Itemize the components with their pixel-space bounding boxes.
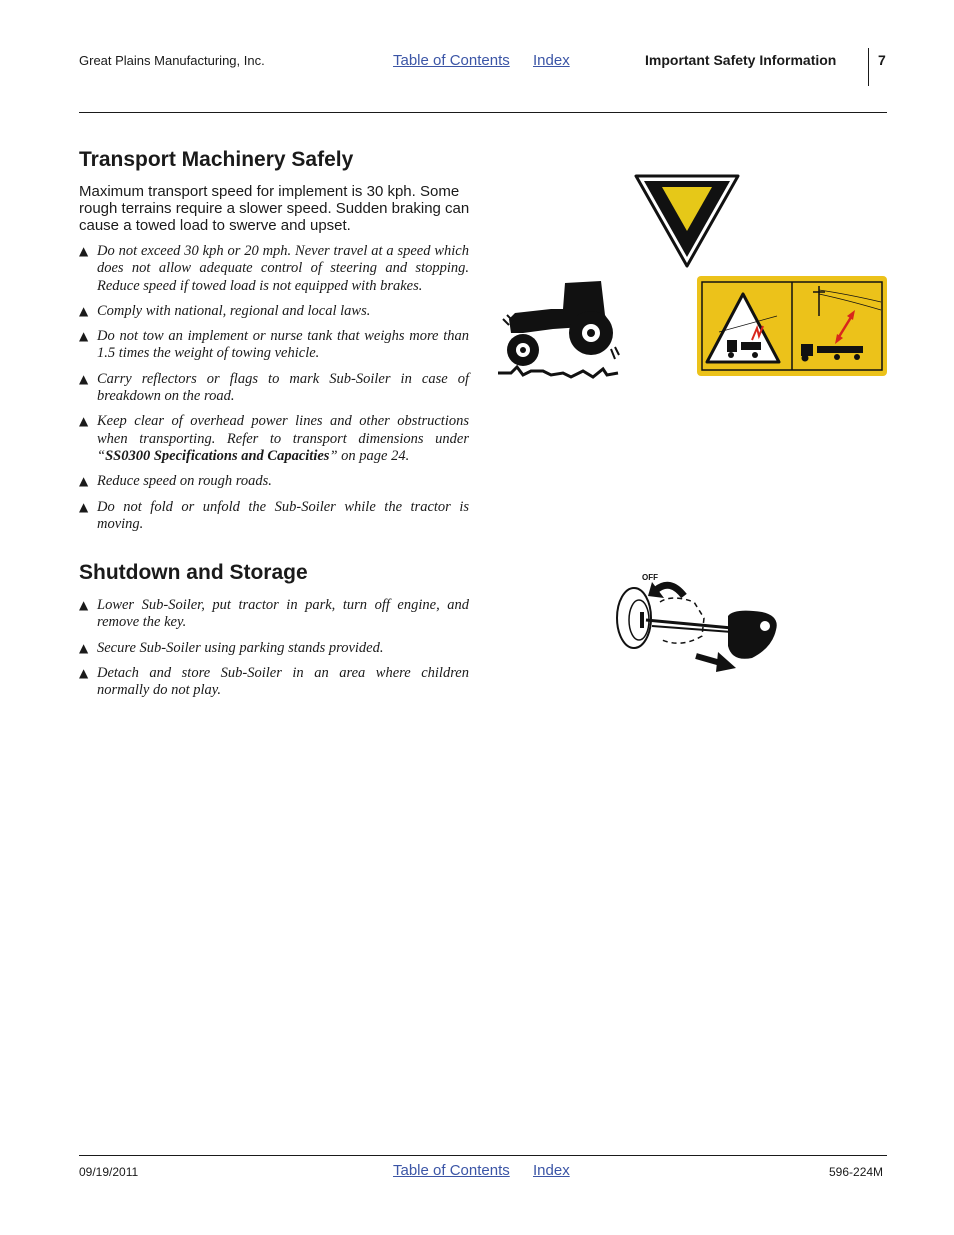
bullet-triangle-icon: ▲ <box>79 665 89 680</box>
section-title: Important Safety Information <box>645 52 837 68</box>
key-off-label: OFF <box>642 573 658 582</box>
ignition-key-icon <box>612 568 782 678</box>
bullet-triangle-icon: ▲ <box>79 414 89 429</box>
yield-sign-icon <box>634 173 740 269</box>
list-item: ▲ Do not exceed 30 kph or 20 mph. Never travel at a speed which does not allow adequate control of steering and stopping. Reduce speed if towed load is not equipped with brakes. <box>79 243 469 294</box>
list-item: ▲ Detach and store Sub-Soiler in an area where children normally do not play. <box>79 664 469 699</box>
list-item: ▲ Lower Sub-Soiler, put tractor in park, turn off engine, and remove the key. <box>79 597 469 631</box>
bullet-triangle-icon: ▲ <box>79 329 89 344</box>
header-rule <box>79 112 887 113</box>
list-item: ▲ Do not tow an implement or nurse tank that weighs more than 1.5 times the weight of towing vehicle. <box>79 328 469 362</box>
bullet-triangle-icon: ▲ <box>79 244 89 258</box>
footer-rule <box>79 1155 887 1156</box>
list-item: ▲ Reduce speed on rough roads. <box>79 473 272 490</box>
bullet-triangle-icon: ▲ <box>79 303 89 318</box>
header-index-link[interactable]: Index <box>533 52 570 69</box>
transport-heading: Transport Machinery Safely <box>79 148 354 171</box>
document-number: 596-224M <box>829 1165 884 1179</box>
powerline-warning-decal-icon <box>697 276 887 376</box>
shutdown-heading: Shutdown and Storage <box>79 561 308 584</box>
bullet-triangle-icon: ▲ <box>79 371 89 386</box>
bullet-triangle-icon: ▲ <box>79 474 89 489</box>
bullet-triangle-icon: ▲ <box>79 499 89 514</box>
list-item: ▲ Keep clear of overhead power lines and other obstructions when transporting. Refer to transport dimensions under “SS0300 Specifications and Capacities” on page 24. <box>79 413 469 464</box>
list-item: ▲ Do not fold or unfold the Sub-Soiler while the tractor is moving. <box>79 498 469 532</box>
list-item: ▲ Comply with national, regional and local laws. <box>79 302 371 319</box>
footer-date: 09/19/2011 <box>79 1165 139 1179</box>
bullet-triangle-icon: ▲ <box>79 640 89 655</box>
company-name: Great Plains Manufacturing, Inc. <box>79 53 265 68</box>
bullet-triangle-icon: ▲ <box>79 598 89 612</box>
footer-index-link[interactable]: Index <box>533 1162 570 1179</box>
page-number: 7 <box>878 52 886 68</box>
list-item: ▲ Carry reflectors or flags to mark Sub-Soiler in case of breakdown on the road. <box>79 370 469 405</box>
header-divider <box>868 48 869 86</box>
list-item: ▲ Secure Sub-Soiler using parking stands provided. <box>79 639 384 656</box>
cross-reference[interactable]: SS0300 Specifications and Capacities <box>105 447 330 464</box>
shutdown-bullet-list <box>79 597 469 707</box>
header-toc-link[interactable]: Table of Contents <box>393 52 510 69</box>
transport-bullet-list <box>79 243 469 541</box>
transport-intro: Maximum transport speed for implement is 30 kph. Some rough terrains require a slower speed. Sudden braking can cause a towed load to swerve and upset. <box>79 183 470 234</box>
tractor-rough-road-icon <box>493 275 623 385</box>
footer-toc-link[interactable]: Table of Contents <box>393 1162 510 1179</box>
